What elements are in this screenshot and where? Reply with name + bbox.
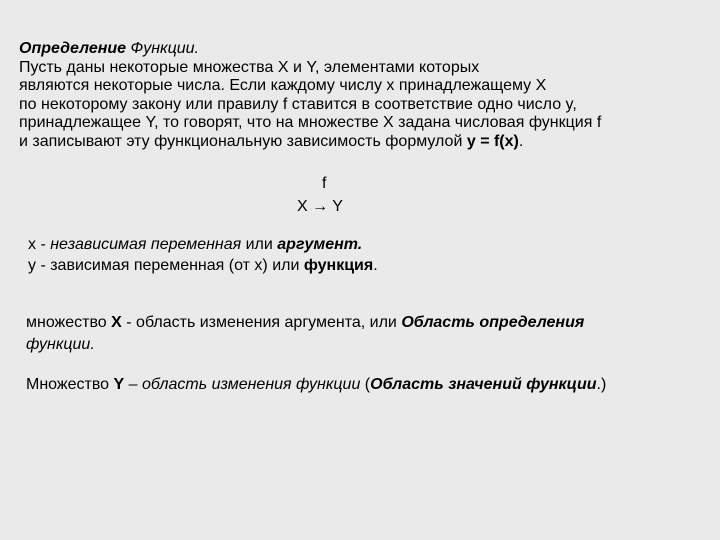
variable-y-bold: функция — [303, 257, 374, 274]
variable-x-bold: аргумент. — [277, 236, 363, 253]
variable-x-prefix: x - — [28, 236, 51, 253]
definition-line-6-text: и записывают эту функциональную зависимость формулой — [19, 132, 467, 150]
definition-line-3: являются некоторые числа. Если каждому числу x принадлежащему X — [19, 77, 547, 94]
domain-bold: Область определения — [401, 314, 585, 331]
mapping-x-to-y: X → Y — [297, 198, 343, 215]
domain-line-2 — [26, 334, 584, 356]
definition-line-5: принадлежащее Y, то говорят, что на множестве X задана числовая функция f — [19, 114, 602, 131]
mapping-f-label: f — [322, 175, 327, 192]
definition-line-4: по некоторому закону или правилу f ставится в соответствие одно число y, — [19, 95, 577, 113]
variable-x-italic: независимая переменная — [50, 236, 242, 253]
domain-line-2-text: функции. — [26, 336, 95, 353]
definition-heading-bold: Определение — [19, 40, 127, 57]
domain-set: X — [111, 314, 122, 331]
variable-x-line — [28, 234, 378, 255]
range-start: Множество — [26, 376, 114, 393]
variable-x-mid: или — [241, 236, 278, 253]
range-set: Y — [113, 376, 125, 393]
domain-line-1 — [26, 312, 584, 334]
definition-heading — [19, 40, 601, 59]
variable-y-end: . — [373, 257, 378, 274]
domain-mid: - область изменения аргумента, или — [121, 314, 402, 331]
range-bold: Область значений функции — [370, 376, 597, 393]
domain-block — [26, 312, 584, 356]
definition-line-6-end: . — [518, 132, 524, 150]
range-block — [26, 376, 606, 395]
definition-heading-rest: Функции. — [126, 40, 199, 57]
domain-start: множество — [26, 314, 112, 331]
variable-y-line — [28, 255, 378, 276]
definition-paragraph — [19, 40, 601, 151]
range-italic: – область изменения функции — [124, 376, 361, 393]
function-formula: y = f(x) — [466, 132, 519, 150]
variables-block — [28, 234, 378, 276]
definition-line-2: Пусть даны некоторые множества X и Y, элементами которых — [19, 58, 480, 76]
definition-line-6 — [19, 133, 601, 152]
range-close: .) — [596, 376, 607, 393]
variable-y-prefix: y - зависимая переменная (от x) или — [28, 257, 304, 274]
range-open: ( — [360, 376, 371, 393]
